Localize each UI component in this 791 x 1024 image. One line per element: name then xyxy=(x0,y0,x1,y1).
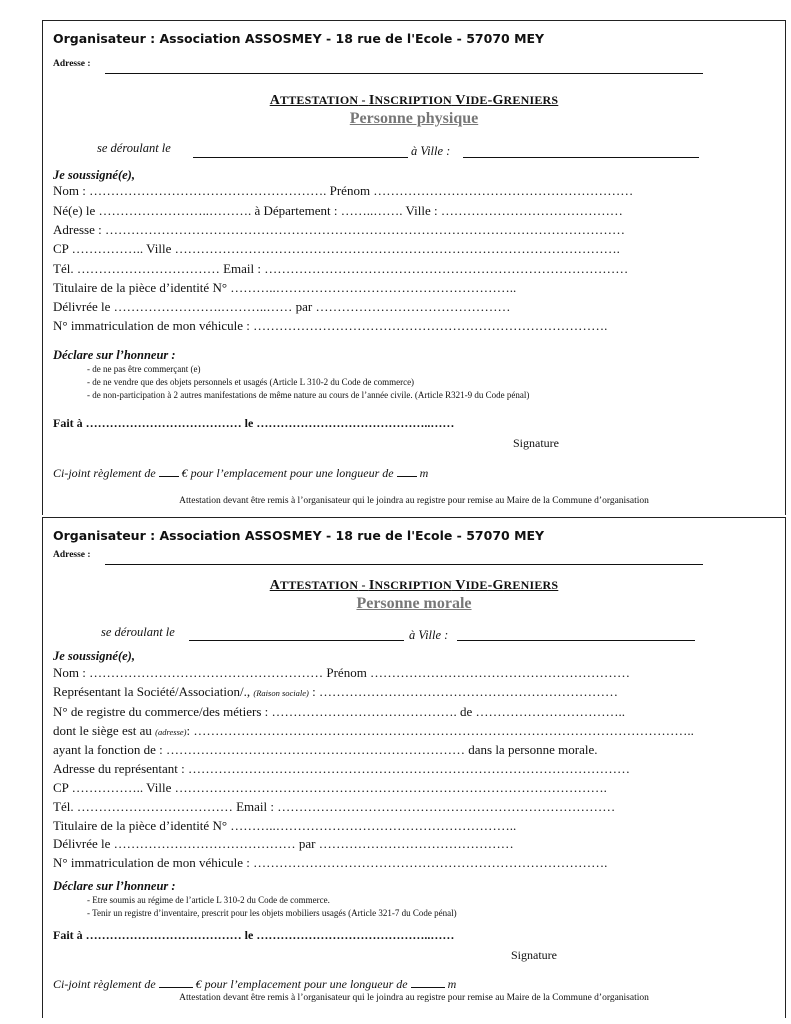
form-subtitle: Personne physique xyxy=(349,110,479,127)
declare-item: - de ne pas être commerçant (e) xyxy=(87,364,201,374)
fait-line[interactable]: Fait à ………………………………… le ……………………………………..…… xyxy=(53,928,455,942)
organisateur-value: Association ASSOSMEY - 18 rue de l'Ecole - 57070 MEY xyxy=(159,528,545,543)
adresse-line[interactable]: Adresse : ………………………………………………………………………………………………………… xyxy=(53,222,625,237)
nom-line[interactable]: Nom : ………………………………………………. Prénom …………………………………………………… xyxy=(53,183,634,198)
form-personne-morale xyxy=(42,517,786,1018)
titulaire-line[interactable]: Titulaire de la pièce d’identité N° ………..……………………………………………….. xyxy=(53,818,517,833)
tel-email-line[interactable]: Tél. …………………………… Email : ………………………………………………………………………… xyxy=(53,261,629,276)
declare-item: - Etre soumis au régime de l’article L 310-2 du Code de commerce. xyxy=(87,895,330,905)
adresse-representant-line[interactable]: Adresse du représentant : ………………………………………………………………………………………… xyxy=(53,761,631,776)
attestation-note: Attestation devant être remis à l’organisateur qui le joindra au registre pour remise au Maire de la Commune d’organisation xyxy=(179,993,649,1003)
adresse-field[interactable] xyxy=(105,564,703,565)
reglement-line: Ci-joint règlement de € pour l’emplacement pour une longueur de m xyxy=(53,977,457,991)
signature-label: Signature xyxy=(511,948,557,962)
ville-field[interactable] xyxy=(457,640,695,641)
adresse-label: Adresse : xyxy=(53,550,91,560)
ville-field[interactable] xyxy=(463,157,699,158)
cp-ville-line[interactable]: CP …………….. Ville ………………………………………………………………………………………. xyxy=(53,780,607,795)
montant-field[interactable] xyxy=(159,977,193,988)
form-personne-physique xyxy=(42,20,786,515)
soussigne-heading: Je soussigné(e), xyxy=(53,649,135,663)
organisateur-label: Organisateur : xyxy=(53,528,156,543)
adresse-label: Adresse : xyxy=(53,59,91,69)
titulaire-line[interactable]: Titulaire de la pièce d’identité N° ………..……………………………………………….. xyxy=(53,280,517,295)
form-title: ATTESTATION - INSCRIPTION VIDE-GRENIERS xyxy=(269,578,559,593)
date-field[interactable] xyxy=(193,157,408,158)
form-title: ATTESTATION - INSCRIPTION VIDE-GRENIERS xyxy=(269,93,559,108)
form-subtitle: Personne morale xyxy=(356,595,472,612)
organisateur-value: Association ASSOSMEY - 18 rue de l'Ecole - 57070 MEY xyxy=(159,31,545,46)
deroulant-label: se déroulant le xyxy=(101,625,175,639)
registre-line[interactable]: N° de registre du commerce/des métiers : ……………………………………. de …………………………….. xyxy=(53,704,626,719)
adresse-field[interactable] xyxy=(105,73,703,74)
declare-heading: Déclare sur l’honneur : xyxy=(53,348,176,362)
siege-line[interactable]: dont le siège est au (adresse): …………………………………………………………………………………………………….. xyxy=(53,723,694,738)
declare-item: - de ne vendre que des objets personnels et usagés (Article L 310-2 du Code de commerce) xyxy=(87,377,415,387)
declare-item: - de non-participation à 2 autres manifestations de même nature au cours de l’année civile. (Article R321-9 du Code pénal) xyxy=(87,390,530,400)
attestation-note: Attestation devant être remis à l’organisateur qui le joindra au registre pour remise au Maire de la Commune d’organisation xyxy=(179,496,649,506)
naissance-line[interactable]: Né(e) le ……………………..………. à Département : ……..……. Ville : …………………………………… xyxy=(53,203,623,218)
fonction-line[interactable]: ayant la fonction de : …………………………………………………………… dans la personne morale. xyxy=(53,742,598,757)
immatriculation-line[interactable]: N° immatriculation de mon véhicule : ………………………………………………………………………. xyxy=(53,855,608,870)
organisateur xyxy=(53,31,544,46)
delivree-line[interactable]: Délivrée le …………………….………..…… par ……………………………………… xyxy=(53,299,511,314)
reglement-line: Ci-joint règlement de € pour l’emplacement pour une longueur de m xyxy=(53,466,429,480)
tel-email-line[interactable]: Tél. ……………………………… Email : …………………………………………………………………… xyxy=(53,799,616,814)
nom-line[interactable]: Nom : ……………………………………………… Prénom …………………………………………………… xyxy=(53,665,631,680)
deroulant-label: se déroulant le xyxy=(97,141,171,155)
montant-field[interactable] xyxy=(159,466,179,477)
representant-line[interactable]: Représentant la Société/Association/., (Raison sociale) : …………………………………………………………… xyxy=(53,684,618,699)
declare-heading: Déclare sur l’honneur : xyxy=(53,879,176,893)
soussigne-heading: Je soussigné(e), xyxy=(53,168,135,182)
signature-label: Signature xyxy=(513,436,559,450)
declare-item: - Tenir un registre d’inventaire, prescrit pour les objets mobiliers usagés (Article 321-7 du Code pénal) xyxy=(87,908,457,918)
organisateur xyxy=(53,528,544,543)
delivree-line[interactable]: Délivrée le …………………………………… par ……………………………………… xyxy=(53,836,514,851)
ville-label: à Ville : xyxy=(409,628,449,642)
organisateur-label: Organisateur : xyxy=(53,31,156,46)
longueur-field[interactable] xyxy=(397,466,417,477)
longueur-field[interactable] xyxy=(411,977,445,988)
ville-label: à Ville : xyxy=(411,144,451,158)
fait-line[interactable]: Fait à ………………………………… le ……………………………………..…… xyxy=(53,416,455,430)
cp-ville-line[interactable]: CP …………….. Ville …………………………………………………………………………………………. xyxy=(53,241,620,256)
immatriculation-line[interactable]: N° immatriculation de mon véhicule : ………………………………………………………………………. xyxy=(53,318,608,333)
date-field[interactable] xyxy=(189,640,404,641)
